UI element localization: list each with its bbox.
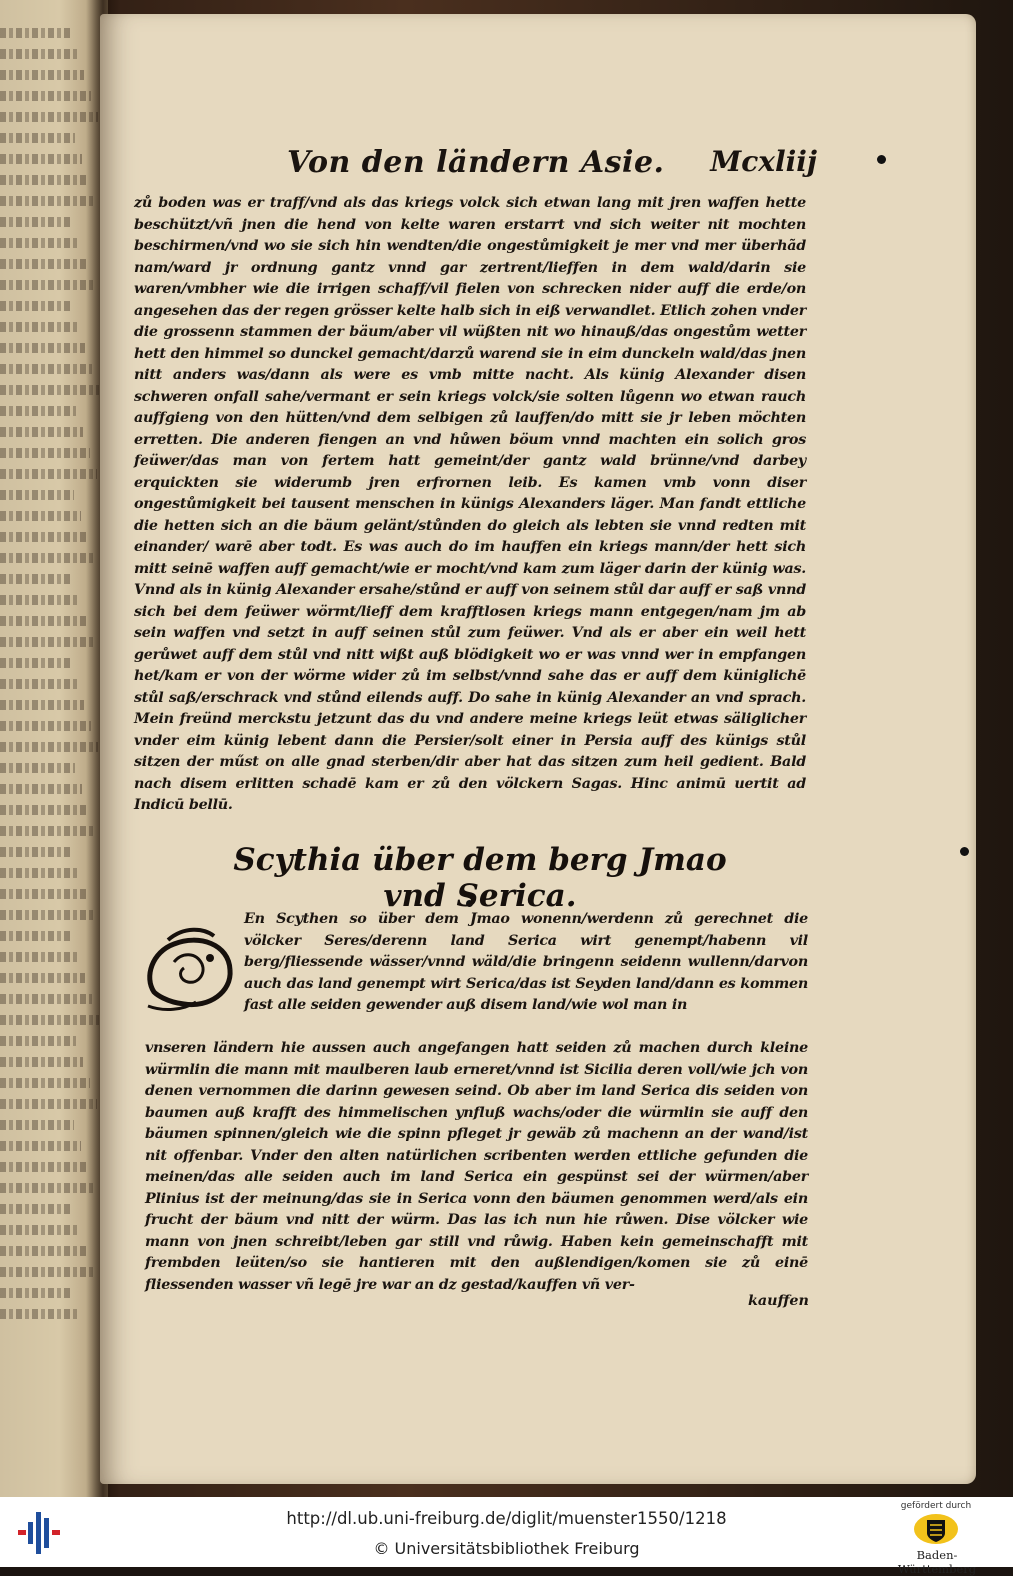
- facing-page-text-line: [0, 322, 78, 332]
- facing-page-text-line: [0, 343, 85, 353]
- facing-page-text-line: [0, 406, 76, 416]
- running-head: [287, 145, 817, 187]
- facing-page-text-line: [0, 1078, 90, 1088]
- facing-page-text-line: [0, 553, 95, 563]
- facing-page-text-line: [0, 826, 96, 836]
- facing-page-text-line: [0, 70, 84, 80]
- facing-page-text-line: [0, 679, 77, 689]
- facing-page-text-line: [0, 973, 85, 983]
- facing-page-text-line: [0, 1099, 97, 1109]
- margin-dot: [877, 155, 886, 164]
- facing-page-text-line: [0, 280, 94, 290]
- copyright-notice: © Universitätsbibliothek Freiburg: [373, 1539, 640, 1558]
- facing-page-text-line: [0, 469, 97, 479]
- body-paragraph: vnseren ländern hie aussen auch angefangen hatt seiden zů machen durch kleine würmlin die mann mit maulberen laub erneret/vnnd ist Sicilia deren voll/wie jch von denen vernommen die darinn gewesen seind. Ob aber im land Serica dis seiden von baumen auß krafft des himmelischen ynfluß wachs/oder die würmlin sie auff den bäumen spinnen/gleich wie die spinn pfleget jr gewäb zů machenn an der wand/ist nit offenbar. Vnder den alten natürlichen scribenten werden ettliche gefunden die meinen/das alle seiden auch im land Serica ein gespünst sei der würmen/aber Plinius ist der meinung/das sie in Serica vonn den bäumen genommen werd/als ein frucht der bäum vnd nitt der würm. Das las ich nun hie růwen. Dise völcker wie mann von jnen schreibt/leben gar still vnd růwig. Haben kein gemeinschafft mit frembden leüten/so sie hantieren mit den außlendigen/komen sie zů einē fliessenden wasser vñ legē jre war an dz gestad/kauffen vñ ver-: [145, 1040, 808, 1293]
- facing-page-text-line: [0, 1246, 86, 1256]
- facing-page-text-line: [0, 490, 74, 500]
- body-paragraph-opening: En Scythen so über dem Jmao wonenn/werdenn zů gerechnet die völcker Seres/derenn land Serica wirt genempt/habenn vil berg/fliessende wässer/vnnd wäld/die bringenn seidenn wullenn/darvon auch das land genempt wirt Serica/das ist Seyden land/dann es kommen fast alle seiden gewender auß disem land/wie wol man in: [244, 911, 808, 1013]
- facing-page-text-line: [0, 448, 90, 458]
- state-seal-icon: [913, 1513, 959, 1545]
- facing-page-text-line: [0, 763, 75, 773]
- facing-page-text-line: [0, 91, 91, 101]
- permalink-url[interactable]: http://dl.ub.uni-freiburg.de/diglit/muenster1550/1218: [286, 1509, 727, 1528]
- facing-page-text-line: [0, 385, 99, 395]
- facing-page-text-line: [0, 301, 71, 311]
- running-title: Von den ländern Asie.: [287, 145, 665, 180]
- facing-page-text-line: [0, 574, 72, 584]
- facing-page-text-line: [0, 154, 82, 164]
- facing-page-text-line: [0, 805, 89, 815]
- decorated-initial-icon: [144, 922, 240, 1014]
- facing-page-text-line: [0, 847, 73, 857]
- facing-page-text-line: [0, 49, 77, 59]
- facing-page-text-line: [0, 1267, 93, 1277]
- facing-page-text-line: [0, 658, 70, 668]
- margin-dot: [960, 847, 969, 856]
- facing-page-text-line: [0, 1057, 83, 1067]
- facing-page-text-line: [0, 1225, 79, 1235]
- facing-page-text-line: [0, 910, 94, 920]
- facing-page-text-line: [0, 1309, 77, 1319]
- body-paragraph: zů boden was er traff/vnd als das kriegs volck sich etwan lang mit jren waffen hette beschützt/vñ jnen die hend von kelte waren erstarrt vnd sich weiter nit mochten beschirmen/vnd wo sie sich hin wendten/die ongestůmigkeit je mer vnd mer überhãd nam/ward jr ordnung gantz vnnd gar zertrent/lieffen in dem wald/darin sie waren/vmbher wie die irrigen schaff/vil fielen von schrecken nider auff die erde/on angesehen das der regen grösser kelte halb sich in eiß verwandlet. Etlich zohen vnder die grossenn stammen der bäum/aber vil wüßten nit wo hinauß/das ongestům wetter hett den himmel so dunckel gemacht/darzů warend sie in eim dunckeln wald/das jnen nitt anders was/dann als were es vmb mitte nacht. Als künig Alexander disen schweren onfall sahe/vermant er sein kriegs volck/sie solten lůgenn wo etwan rauch auffgieng von den hütten/vnd dem selbigen zů lauffen/do mitt sie jr leben möchten erretten. Die anderen fiengen an vnd hůwen böum vnnd machten ein solich gros feüwer/das man von fertem hatt gemeint/der gantz wald brünne/vnd darbey erquickten sie widerumb jren erfrornen leib. Es kamen vmb vonn diser ongestůmigkeit bei tausent menschen in künigs Alexanders läger. Man fandt ettliche die hetten sich an die bäum gelänt/stůnden do gleich als lebten sie vnnd redten mit einander/ warē aber todt. Es was auch do im hauffen ein kriegs mann/der hett sich mitt seinē waffen auff gemacht/wie er mocht/vnd kam zum läger darin der künig was. Vnnd als in künig Alexander ersahe/stůnd er auff von seinem stůl dar auff er saß vnnd sich bei dem feüwer wörmt/lieff dem krafftlosen kriegs mann entgegen/nam jm ab sein waffen vnd setzt in auff seinen stůl zum feüwer. Vnd als er aber ein weil hett gerůwet auff dem stůl vnd nitt wißt auß blödigkeit wo er was vnnd wer in empfangen het/kam er von der wörme wider zů im selbst/vnnd sahe das er auff dem küniglichē stůl saß/erschrack vnd stůnd eilends auff. Do sahe in künig Alexander an vnd sprach. Mein freünd merckstu jetzunt das du vnd andere meine kriegs leüt etwas säliglicher vnder eim künig lebent dann die Persier/solt einer in Persia auff des künigs stůl sitzen der műst on alle gnad sterben/dir aber hat das sitzen zum heil gedient. Bald nach disem erlitten schadē kam er zů den völckern Sagas. Hinc animū uertit ad Indicū bellū.: [134, 195, 806, 813]
- facing-page-text-line: [0, 742, 98, 752]
- facing-page-text-line: [0, 364, 92, 374]
- facing-page-text-line: [0, 994, 92, 1004]
- facing-page-text-line: [0, 1141, 81, 1151]
- facing-page-text-line: [0, 784, 82, 794]
- section-heading: Scythia über dem berg Jmao vnd Serica.: [233, 842, 727, 914]
- facing-page-text-line: [0, 196, 96, 206]
- facing-page-text-line: [0, 1015, 99, 1025]
- facing-page-text-line: [0, 1204, 72, 1214]
- facing-page-text-line: [0, 1120, 74, 1130]
- facing-page-text-line: [0, 595, 79, 605]
- facing-page-text-line: [0, 259, 87, 269]
- facing-page-text-line: [0, 1183, 95, 1193]
- catchword: kauffen: [748, 1293, 809, 1309]
- facing-page-text-line: [0, 217, 73, 227]
- facing-page-text-line: [0, 1288, 70, 1298]
- viewer-footer: [0, 1497, 1013, 1576]
- facing-page-text-line: [0, 868, 80, 878]
- facing-page-text-line: [0, 616, 86, 626]
- funder-name: Baden-Württemberg: [897, 1548, 977, 1576]
- folio-number: Mcxliij: [710, 145, 817, 178]
- facing-page-text-line: [0, 238, 80, 248]
- facing-page-text-line: [0, 700, 84, 710]
- facing-page-text-line: [0, 721, 91, 731]
- facing-page-text-line: [0, 1162, 88, 1172]
- facing-page-text-line: [0, 427, 83, 437]
- facing-page-text-line: [0, 952, 78, 962]
- facing-page-text-line: [0, 532, 88, 542]
- facing-page-text-line: [0, 511, 81, 521]
- funded-by-label: gefördert durch: [900, 1501, 972, 1511]
- facing-page-text-line: [0, 28, 70, 38]
- facing-page-text-line: [0, 175, 89, 185]
- facing-page-text-line: [0, 931, 71, 941]
- facing-page-text-line: [0, 1036, 76, 1046]
- facing-page-text-line: [0, 889, 87, 899]
- facing-page-text-line: [0, 133, 75, 143]
- facing-page-text-line: [0, 112, 98, 122]
- facing-page-text-line: [0, 637, 93, 647]
